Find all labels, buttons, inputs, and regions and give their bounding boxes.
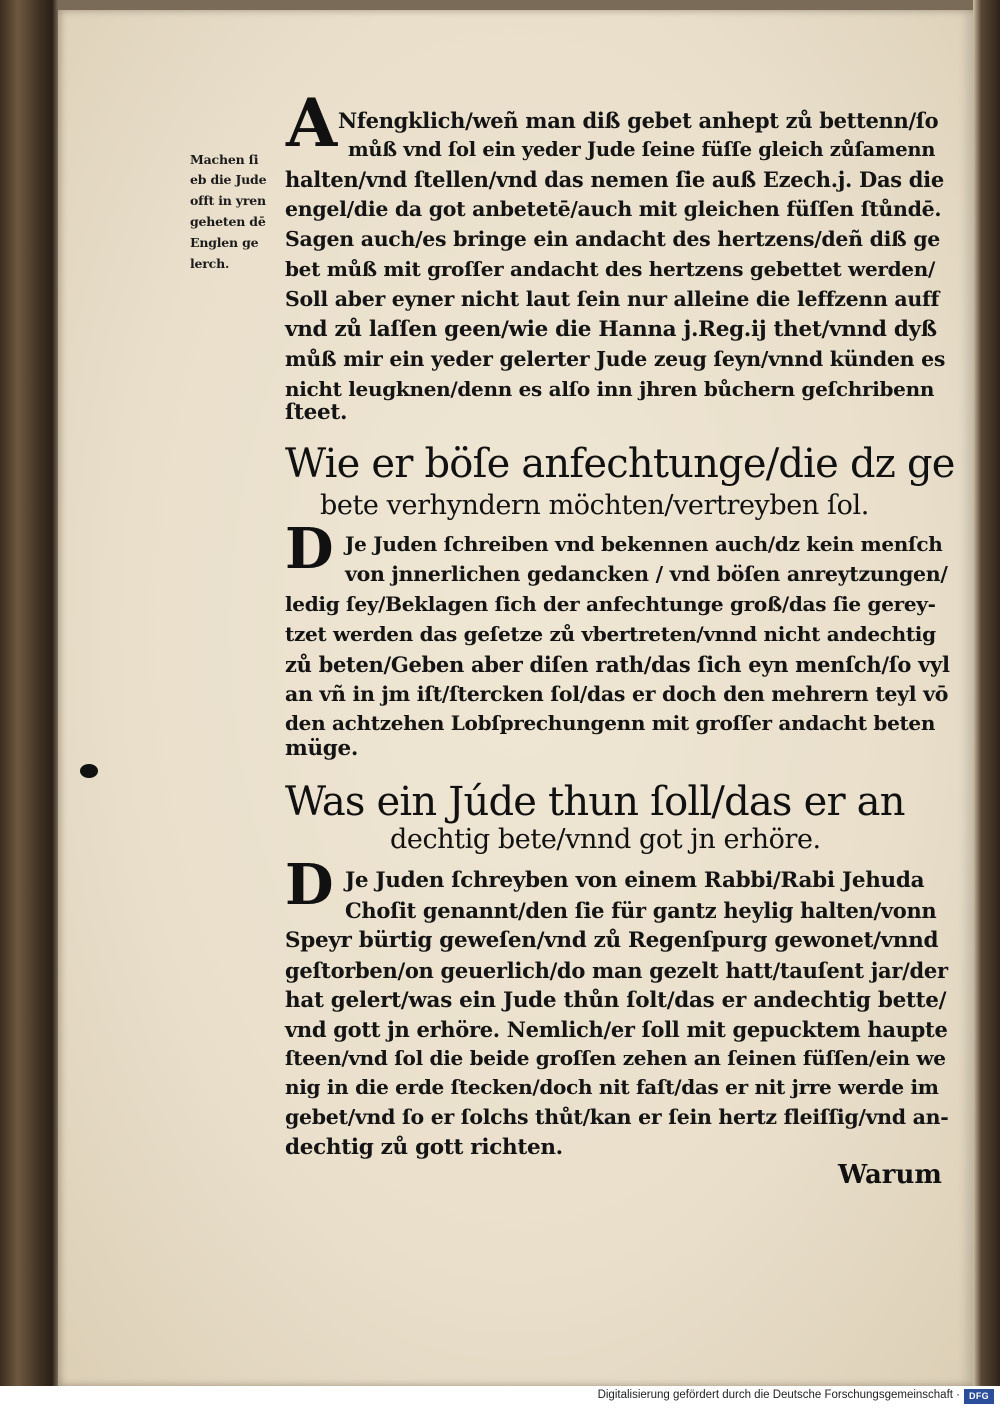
text-line: an vñ in jm iſt/ſtercken ſol/das er doch den mehrern teyl vō [285, 682, 949, 706]
footer-credit: Digitalisierung gefördert durch die Deutsche Forschungsgemeinschaft · [597, 1389, 960, 1401]
margin-note-line: eb die Jude [190, 172, 267, 187]
section-heading-continued: bete verhyndern möchten/vertreyben ſol. [320, 490, 869, 521]
margin-note-line: Machen ſi [190, 152, 259, 167]
text-line: dechtig zů gott richten. [285, 1135, 563, 1160]
text-line: nig in die erde ſtecken/doch nit faſt/das er nit jrre werde im [285, 1075, 939, 1099]
text-line: vnd gott jn erhöre. Nemlich/er ſoll mit gepucktem haupte [285, 1017, 948, 1042]
text-line: ſteen/vnd ſol die beide groſſen zehen an ſeinen füſſen/ein we [285, 1046, 946, 1070]
drop-initial: A [286, 84, 338, 162]
margin-note-line: geheten dē [190, 214, 266, 229]
text-line: von jnnerlichen gedancken / vnd böſen anreytzungen/ [345, 562, 948, 586]
section-heading: Was ein Júde thun ſoll/das er an [285, 779, 905, 825]
text-line: Speyr bürtig geweſen/vnd zů Regenſpurg gewonet/vnnd [285, 928, 939, 953]
text-line: Sagen auch/es bringe ein andacht des hertzens/deñ diß ge [285, 227, 941, 251]
drop-initial: D [285, 852, 334, 918]
margin-note-line: Englen ge [190, 235, 259, 250]
text-line: müge. [285, 736, 359, 761]
margin-note-line: offt in yren [190, 193, 266, 208]
text-line: nicht leugknen/denn es alſo inn jhren bůchern geſchribenn [285, 377, 935, 401]
text-line: Soll aber eyner nicht laut ſein nur alleine die leffzenn auff [285, 287, 940, 311]
margin-note-line: lerch. [190, 256, 230, 271]
text-line: geſtorben/on geuerlich/do man gezelt hatt/tauſent jar/der [285, 958, 948, 983]
page-edge [973, 0, 1000, 1386]
text-line: ledig ſey/Beklagen ſich der anfechtunge groß/das ſie gerey- [285, 592, 936, 616]
text-line: gebet/vnd ſo er ſolchs thůt/kan er ſein hertz fleiſſig/vnd an- [285, 1105, 949, 1129]
text-line: hat gelert/was ein Jude thůn ſolt/das er andechtig bette/ [285, 988, 947, 1013]
text-line: tzet werden das geſetze zů vbertreten/vnnd nicht andechtig [285, 622, 936, 646]
text-line: Nfengklich/weñ man diß gebet anhept zů bettenn/ſo [338, 108, 939, 133]
text-line: Je Juden ſchreyben von einem Rabbi/Rabi Jehuda [345, 868, 925, 893]
text-line: engel/die da got anbetetē/auch mit gleichen füſſen ſtůndē. [285, 197, 942, 221]
text-line: zů beten/Geben aber diſen rath/das ſich eyn menſch/ſo vyl [285, 652, 950, 677]
drop-initial: D [285, 516, 334, 582]
section-heading-continued: dechtig bete/vnnd got jn erhöre. [390, 824, 821, 855]
text-line: bet můß mit groſſer andacht des hertzens gebettet werden/ [285, 257, 935, 281]
text-line: den achtzehen Lobſprechungenn mit groſſer andacht beten [285, 711, 936, 735]
section-heading: Wie er böſe anfechtunge/die dz ge [285, 441, 955, 487]
ink-blot [80, 764, 98, 778]
dfg-logo-icon[interactable]: DFG [964, 1389, 994, 1404]
text-line: halten/vnd ſtellen/vnd das nemen ſie auß Ezech.j. Das die [285, 167, 944, 192]
catchword: Warum [838, 1160, 942, 1190]
text-line: Je Juden ſchreiben vnd bekennen auch/dz kein menſch [345, 532, 943, 556]
text-line: můß mir ein yeder gelerter Jude zeug ſeyn/vnnd künden es [285, 347, 946, 371]
text-line: ſteet. [285, 400, 348, 425]
text-line: můß vnd ſol ein yeder Jude ſeine füſſe gleich zůſamenn [348, 138, 936, 161]
text-line: Choſit genannt/den ſie für gantz heylig halten/vonn [345, 898, 937, 923]
text-line: vnd zů laſſen geen/wie die Hanna j.Reg.ij thet/vnnd dyß [285, 317, 937, 342]
